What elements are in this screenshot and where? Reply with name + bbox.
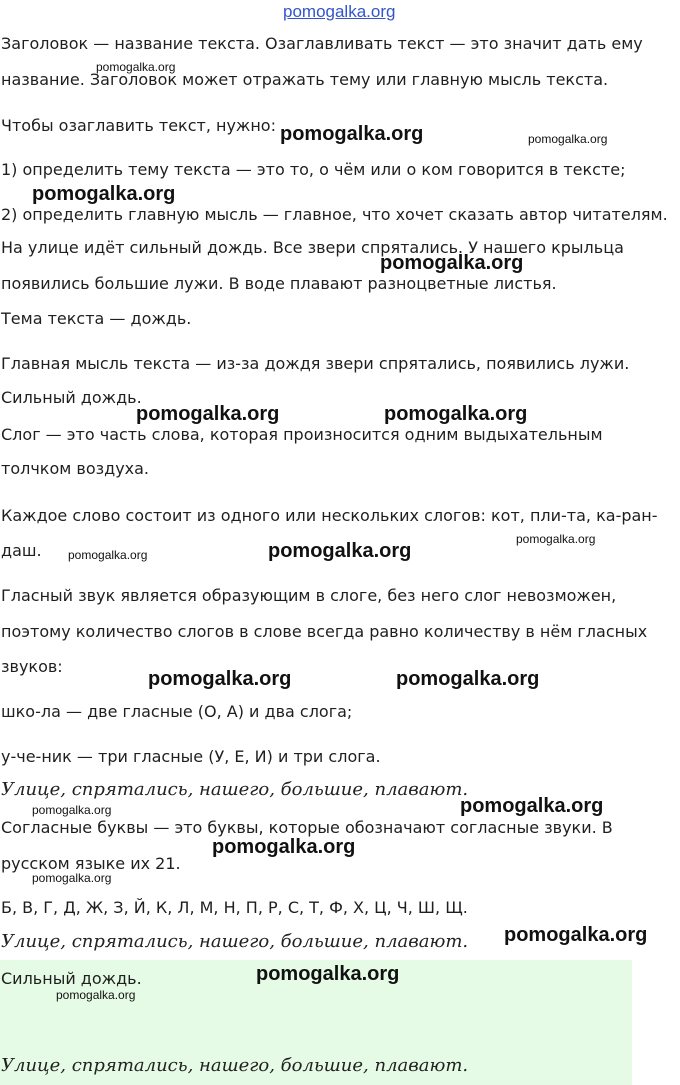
- text-line: шко-ла — две гласные (О, А) и два слога;: [1, 702, 353, 721]
- text-line: Слог — это часть слова, которая произносится одним выдыхательным: [1, 425, 603, 444]
- text-line: у-че-ник — три гласные (У, Е, И) и три слога.: [1, 747, 381, 766]
- watermark: pomogalka.org: [384, 403, 528, 425]
- text-line: Тема текста — дождь.: [1, 309, 192, 328]
- handwriting-line: Улице, спрятались, нашего, большие, плавают.: [1, 931, 469, 952]
- text-line: даш.: [1, 541, 42, 560]
- watermark: pomogalka.org: [380, 252, 524, 274]
- watermark: pomogalka.org: [56, 988, 136, 1002]
- watermark: pomogalka.org: [96, 60, 176, 74]
- text-line: толчком воздуха.: [1, 459, 150, 478]
- site-link[interactable]: pomogalka.org: [283, 2, 396, 21]
- text-line: Каждое слово состоит из одного или нескольких слогов: кот, пли-та, ка-ран-: [1, 506, 658, 525]
- text-line: Главная мысль текста — из-за дождя звери спрятались, появились лужи.: [1, 354, 630, 373]
- watermark: pomogalka.org: [460, 795, 604, 817]
- text-line: Сильный дождь.: [1, 969, 142, 988]
- watermark: pomogalka.org: [212, 836, 356, 858]
- text-line: звуков:: [1, 657, 63, 676]
- watermark: pomogalka.org: [68, 548, 148, 562]
- text-line: На улице идёт сильный дождь. Все звери спрятались. У нашего крыльца: [1, 238, 624, 257]
- text-line: Заголовок — название текста. Озаглавливать текст — это значит дать ему: [1, 34, 643, 53]
- watermark: pomogalka.org: [280, 123, 424, 145]
- text-line: Согласные буквы — это буквы, которые обозначают согласные звуки. В: [1, 818, 613, 837]
- text-line: Гласный звук является образующим в слоге, без него слог невозможен,: [1, 586, 617, 605]
- watermark: pomogalka.org: [32, 871, 112, 885]
- text-line: поэтому количество слогов в слове всегда равно количеству в нём гласных: [1, 622, 648, 641]
- watermark: pomogalka.org: [516, 532, 596, 546]
- watermark: pomogalka.org: [32, 183, 176, 205]
- watermark: pomogalka.org: [504, 924, 648, 946]
- text-line: 1) определить тему текста — это то, о чём или о ком говорится в тексте;: [1, 160, 626, 179]
- watermark: pomogalka.org: [32, 803, 112, 817]
- text-line: появились большие лужи. В воде плавают разноцветные листья.: [1, 274, 557, 293]
- text-line: русском языке их 21.: [1, 854, 181, 873]
- watermark: pomogalka.org: [268, 540, 412, 562]
- watermark: pomogalka.org: [256, 963, 400, 985]
- text-line: Б, В, Г, Д, Ж, З, Й, К, Л, М, Н, П, Р, С, Т, Ф, Х, Ц, Ч, Ш, Щ.: [1, 898, 468, 917]
- text-line: 2) определить главную мысль — главное, что хочет сказать автор читателям.: [1, 205, 668, 224]
- text-line: Сильный дождь.: [1, 388, 142, 407]
- watermark: pomogalka.org: [528, 132, 608, 146]
- text-line: название. Заголовок может отражать тему или главную мысль текста.: [1, 70, 609, 89]
- handwriting-line: Улице, спрятались, нашего, большие, плавают.: [1, 1055, 469, 1076]
- text-line: Чтобы озаглавить текст, нужно:: [1, 116, 276, 135]
- watermark: pomogalka.org: [136, 403, 280, 425]
- watermark: pomogalka.org: [148, 668, 292, 690]
- watermark: pomogalka.org: [396, 668, 540, 690]
- handwriting-line: Улице, спрятались, нашего, большие, плавают.: [1, 779, 469, 800]
